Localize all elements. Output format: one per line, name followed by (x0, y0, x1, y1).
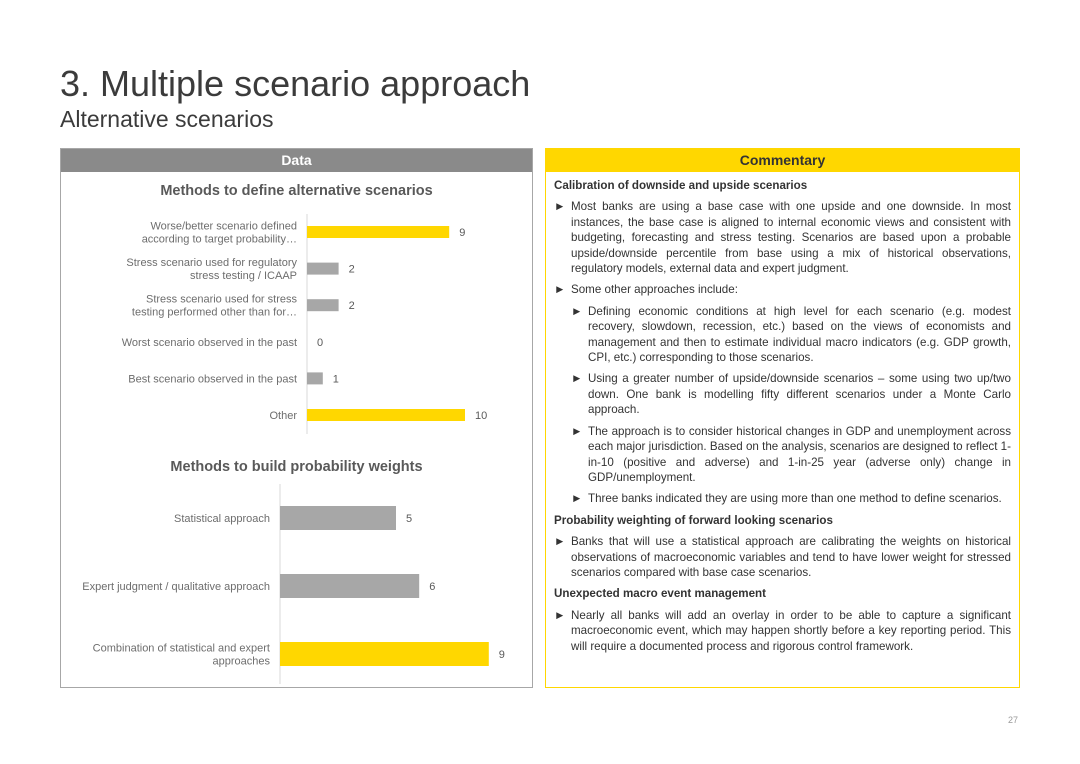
commentary-panel (545, 148, 1020, 688)
chart2-data-label: 6 (429, 581, 436, 593)
commentary-sub-bullet (554, 491, 1011, 506)
chart1-category-label: Worse/better scenario defined (150, 220, 297, 233)
bullet-text: Nearly all banks will add an overlay in order to be able to capture a significant macroeconomic event, which may happen shortly before a key reporting period. This will require a documented process and rigorous control framework. (571, 608, 1011, 653)
bullet-text: The approach is to consider historical changes in GDP and unemployment across each major jurisdiction. Based on the analysis, scenarios are designed to reflect 1-in-10 (positive and adverse) and 1-in-25 year (adverse only) change in GDP/unemployment. (588, 424, 1011, 484)
bullet-text: Most banks are using a base case with one upside and one downside. In most instances, the base case is aligned to internal economic views and consistent with budgeting, forecasting and stress testing. Scenarios are based upon a probable upside/downside percentile from base using a mix of historical observations, regulatory models, external data and expert judgment. (571, 200, 1011, 276)
chart1-data-label: 0 (317, 336, 324, 349)
chart1-bar (307, 226, 449, 238)
chart1-data-label: 10 (475, 410, 488, 422)
chart2-bar (280, 574, 419, 598)
chart2-category-label: Expert judgment / qualitative approach (82, 581, 270, 593)
chart1-category-label: stress testing / ICAAP (190, 270, 297, 283)
arrow-bullet-icon: ► (554, 608, 566, 622)
chart1-bar (307, 409, 465, 421)
arrow-bullet-icon: ► (571, 372, 583, 386)
charts-area (61, 172, 532, 687)
page-subtitle: Alternative scenarios (60, 106, 274, 132)
chart1-bar (307, 299, 339, 311)
page-number: 27 (1008, 715, 1019, 725)
chart2-category-label: Combination of statistical and expert (92, 642, 270, 655)
chart2-bar (280, 506, 396, 530)
chart2-category-label: Statistical approach (174, 513, 270, 525)
commentary-section-heading: Calibration of downside and upside scenarios (554, 179, 808, 192)
commentary-bullet (554, 282, 1011, 297)
arrow-bullet-icon: ► (571, 304, 583, 318)
chart1-category-label: Stress scenario used for regulatory (126, 257, 297, 270)
commentary-body (546, 172, 1019, 654)
commentary-bullet (554, 534, 1011, 580)
commentary-bullet (554, 608, 1011, 654)
bullet-text: Using a greater number of upside/downside scenarios – some using two up/two down. One bank is modelling fifty different scenarios under a Monte Carlo approach. (588, 372, 1011, 417)
bullet-text: Three banks indicated they are using more than one method to define scenarios. (588, 492, 1002, 506)
bullet-text: Some other approaches include: (571, 283, 738, 297)
chart2-title: Methods to build probability weights (170, 459, 423, 475)
commentary-sub-bullet (554, 304, 1011, 366)
arrow-bullet-icon: ► (554, 535, 566, 549)
commentary-section-heading: Unexpected macro event management (554, 587, 766, 601)
chart1-title: Methods to define alternative scenarios (160, 183, 433, 199)
chart2-bar (280, 642, 489, 666)
chart1-bar (307, 263, 339, 275)
arrow-bullet-icon: ► (554, 283, 566, 297)
chart1-category-label: testing performed other than for… (131, 306, 297, 319)
commentary-bullet (554, 199, 1011, 276)
data-panel-header: Data (61, 149, 532, 172)
arrow-bullet-icon: ► (571, 424, 583, 438)
bullet-text: Defining economic conditions at high level for each scenario (e.g. modest recovery, slowdown, recession, etc.) based on the views of economists and management and then to estimate individual macro indicators (e.g. GDP growth, CPI, etc.) corresponding to those scenarios. (588, 304, 1011, 365)
chart2-data-label: 9 (498, 649, 505, 661)
chart1-category-label: Stress scenario used for stress (145, 293, 297, 306)
chart1-category-label: Best scenario observed in the past (128, 373, 297, 386)
page-title: 3. Multiple scenario approach (60, 63, 531, 104)
chart1-category-label: Other (269, 410, 297, 422)
chart1-data-label: 2 (348, 300, 355, 313)
chart1-category-label: Worst scenario observed in the past (121, 336, 297, 349)
chart1-category-label: according to target probability… (141, 233, 297, 246)
chart2-data-label: 5 (406, 513, 413, 525)
arrow-bullet-icon: ► (571, 492, 583, 506)
chart2-category-label: approaches (212, 655, 270, 668)
chart1-bar (307, 372, 323, 384)
arrow-bullet-icon: ► (554, 200, 566, 214)
chart1-data-label: 9 (459, 227, 466, 239)
commentary-sub-bullet (554, 371, 1011, 417)
chart1-data-label: 2 (348, 263, 355, 276)
chart1-data-label: 1 (332, 373, 339, 386)
commentary-header: Commentary (546, 149, 1019, 172)
bullet-text: Banks that will use a statistical approach are calibrating the weights on historical observations of macroeconomic variables and tend to have lower weight for stressed scenarios compared with base case scenarios. (571, 535, 1011, 579)
commentary-section-heading: Probability weighting of forward looking scenarios (554, 513, 833, 527)
data-panel (60, 148, 533, 688)
commentary-sub-bullet (554, 424, 1011, 486)
